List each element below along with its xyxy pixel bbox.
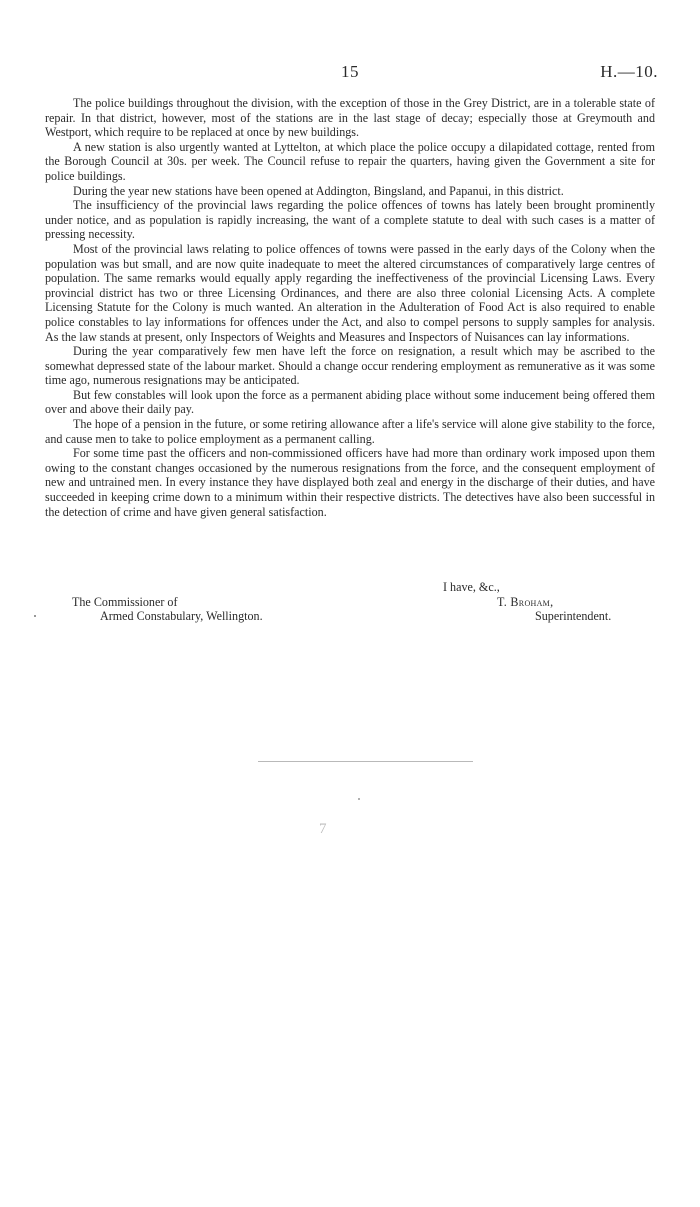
scan-speck xyxy=(358,798,360,800)
svg-text:7: 7 xyxy=(319,821,327,836)
paragraph-police-buildings: The police buildings throughout the division, with the exception of those in the Grey District, are in a tolerable state of repair. In that district, however, most of the stations are in the last stage of decay; especially those at Greymouth and Westport, which require to be replaced at once by new buildings. xyxy=(45,96,655,140)
stray-mark xyxy=(34,615,36,617)
paragraph-pension: The hope of a pension in the future, or some retiring allowance after a life's service will alone give stability to the force, and cause men to take to police employment as a permanent calling. xyxy=(45,417,655,446)
document-reference: H.—10. xyxy=(600,62,658,81)
paragraph-lyttelton-station: A new station is also urgently wanted at Lyttelton, at which place the police occupy a dilapidated cottage, rented from the Borough Council at 30s. per week. The Council refuse to repair the quarters, having given the Government a site for police buildings. xyxy=(45,139,655,183)
paragraph-provincial-laws: The insufficiency of the provincial laws regarding the police offences of towns has lately been brought prominently under notice, and as population is rapidly increasing, the want of a complete statute to deal with such cases is a matter of pressing necessity. xyxy=(45,198,655,242)
salutation: I have, &c., xyxy=(443,580,500,594)
addressee-line-1: The Commissioner of xyxy=(72,594,178,609)
paragraph-officers: For some time past the officers and non-commissioned officers have had more than ordinary work imposed upon them owing to the constant changes occasioned by the numerous resignations from the force, and the consequent employment of new and untrained men. In every instance they have displayed both zeal and energy in the discharge of their duties, and have succeeded in keeping crime down to a minimum within their respective districts. The detectives have also been successful in the detection of crime and have given general satisfaction. xyxy=(45,446,655,519)
letter-closing xyxy=(0,580,700,624)
paragraph-new-stations: During the year new stations have been opened at Addington, Bingsland, and Papanui, in this district. xyxy=(73,183,564,198)
paragraph-licensing-laws: Most of the provincial laws relating to police offences of towns were passed in the early days of the Colony when the population was but small, and are now quite inadequate to meet the altered circumstances of comparatively large centres of population. The same remarks would equally apply regarding the ineffectiveness of the provincial Licensing Laws. Every provincial district has two or three Licensing Ordinances, and there are also three colonial Licensing Acts. A complete Licensing Statute for the Colony is much wanted. An alteration in the Adulteration of Food Act is also required to enable police constables to lay informations for offences under the Act, and also to compel persons to supply samples for analysis. As the law stands at present, only Inspectors of Weights and Measures and Inspectors of Nuisances can lay informations. xyxy=(45,241,655,344)
paragraph-resignations: During the year comparatively few men have left the force on resignation, a result which may be ascribed to the somewhat depressed state of the labour market. Should a change occur rendering employment as remunerative as it was some time ago, numerous resignations may be anticipated. xyxy=(45,344,655,388)
report-body xyxy=(45,96,655,519)
section-divider xyxy=(258,761,473,762)
addressee-line-2: Armed Constabulary, Wellington. xyxy=(100,609,263,624)
signature-title: Superintendent. xyxy=(535,609,612,624)
faint-glyph-mark xyxy=(318,818,330,836)
page-number: 15 xyxy=(341,62,359,81)
signature-name: T. Broham, xyxy=(497,594,554,609)
paragraph-inducement: But few constables will look upon the force as a permanent abiding place without some inducement being offered them over and above their daily pay. xyxy=(45,387,655,417)
